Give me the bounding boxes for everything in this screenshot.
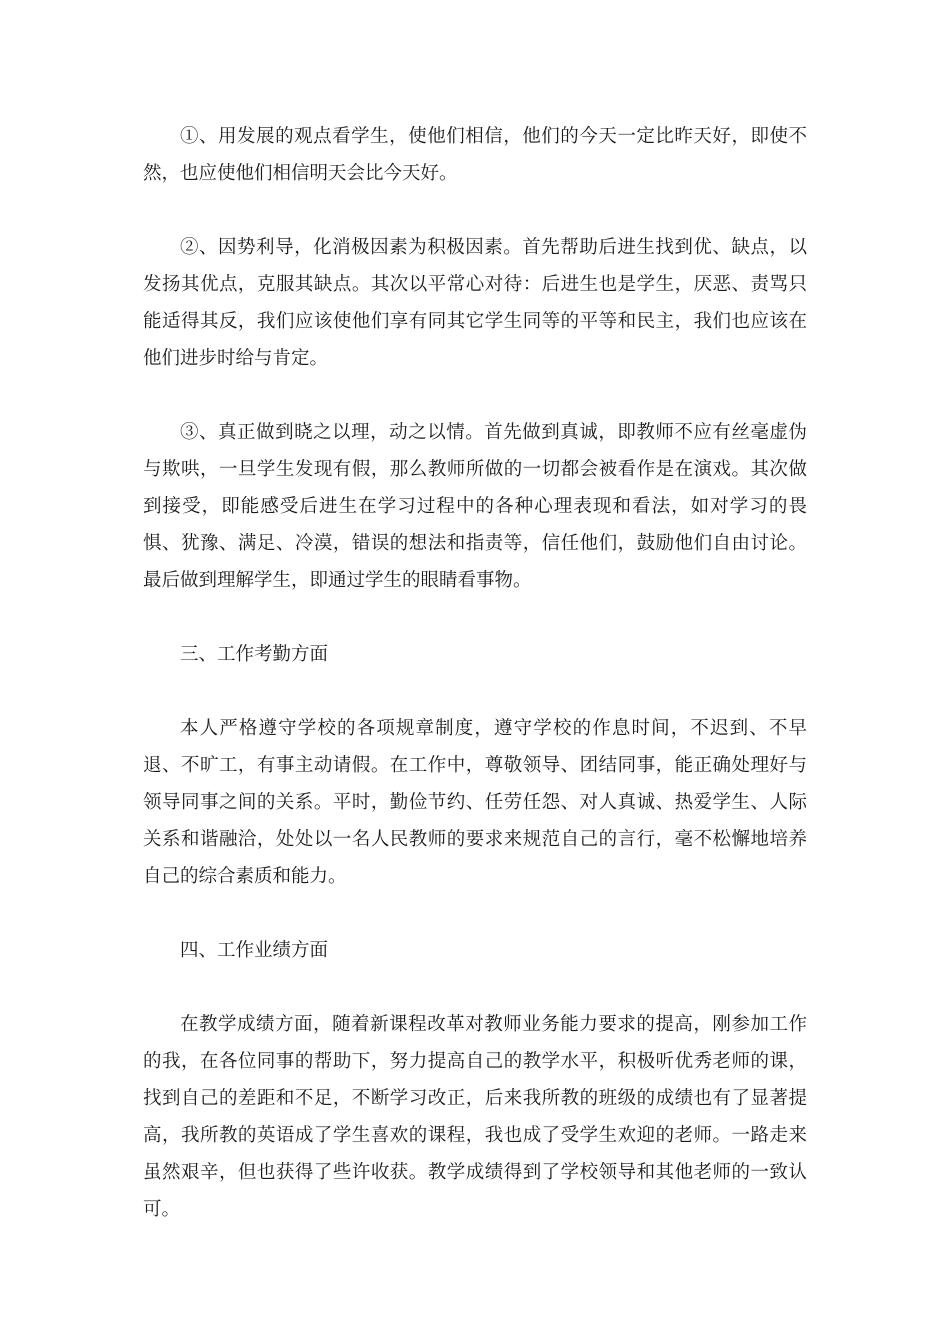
paragraph-point-1: ①、用发展的观点看学生，使他们相信，他们的今天一定比昨天好，即使不然，也应使他们相信明天会比今天好。 — [143, 126, 807, 184]
paragraph-attendance: 本人严格遵守学校的各项规章制度，遵守学校的作息时间，不迟到、不早退、不旷工，有事主动请假。在工作中，尊敬领导、团结同事，能正确处理好与领导同事之间的关系。平时，勤俭节约、任劳任怨、对人真诚、热爱学生、人际关系和谐融洽，处处以一名人民教师的要求来规范自己的言行，毫不松懈地培养自己的综合素质和能力。 — [143, 718, 807, 887]
paragraph-point-3: ③、真正做到晓之以理，动之以情。首先做到真诚，即教师不应有丝毫虚伪与欺哄，一旦学生发现有假，那么教师所做的一切都会被看作是在演戏。其次做到接受，即能感受后进生在学习过程中的各种心理表现和看法，如对学习的畏惧、犹豫、满足、冷漠，错误的想法和指责等，信任他们，鼓励他们自由讨论。最后做到理解学生，即通过学生的眼睛看事物。 — [143, 422, 807, 591]
paragraph-point-2: ②、因势利导，化消极因素为积极因素。首先帮助后进生找到优、缺点，以发扬其优点，克服其缺点。其次以平常心对待：后进生也是学生，厌恶、责骂只能适得其反，我们应该使他们享有同其它学生同等的平等和民主，我们也应该在他们进步时给与肯定。 — [143, 237, 807, 369]
document-body — [143, 118, 807, 1265]
section-heading-attendance: 三、工作考勤方面 — [180, 644, 329, 665]
section-heading-performance: 四、工作业绩方面 — [180, 940, 329, 961]
paragraph-performance: 在教学成绩方面，随着新课程改革对教师业务能力要求的提高，刚参加工作的我，在各位同事的帮助下，努力提高自己的教学水平，积极听优秀老师的课，找到自己的差距和不足，不断学习改正，后来我所教的班级的成绩也有了显著提高，我所教的英语成了学生喜欢的课程，我也成了受学生欢迎的老师。一路走来虽然艰辛，但也获得了些许收获。教学成绩得到了学校领导和其他老师的一致认可。 — [143, 1014, 807, 1220]
